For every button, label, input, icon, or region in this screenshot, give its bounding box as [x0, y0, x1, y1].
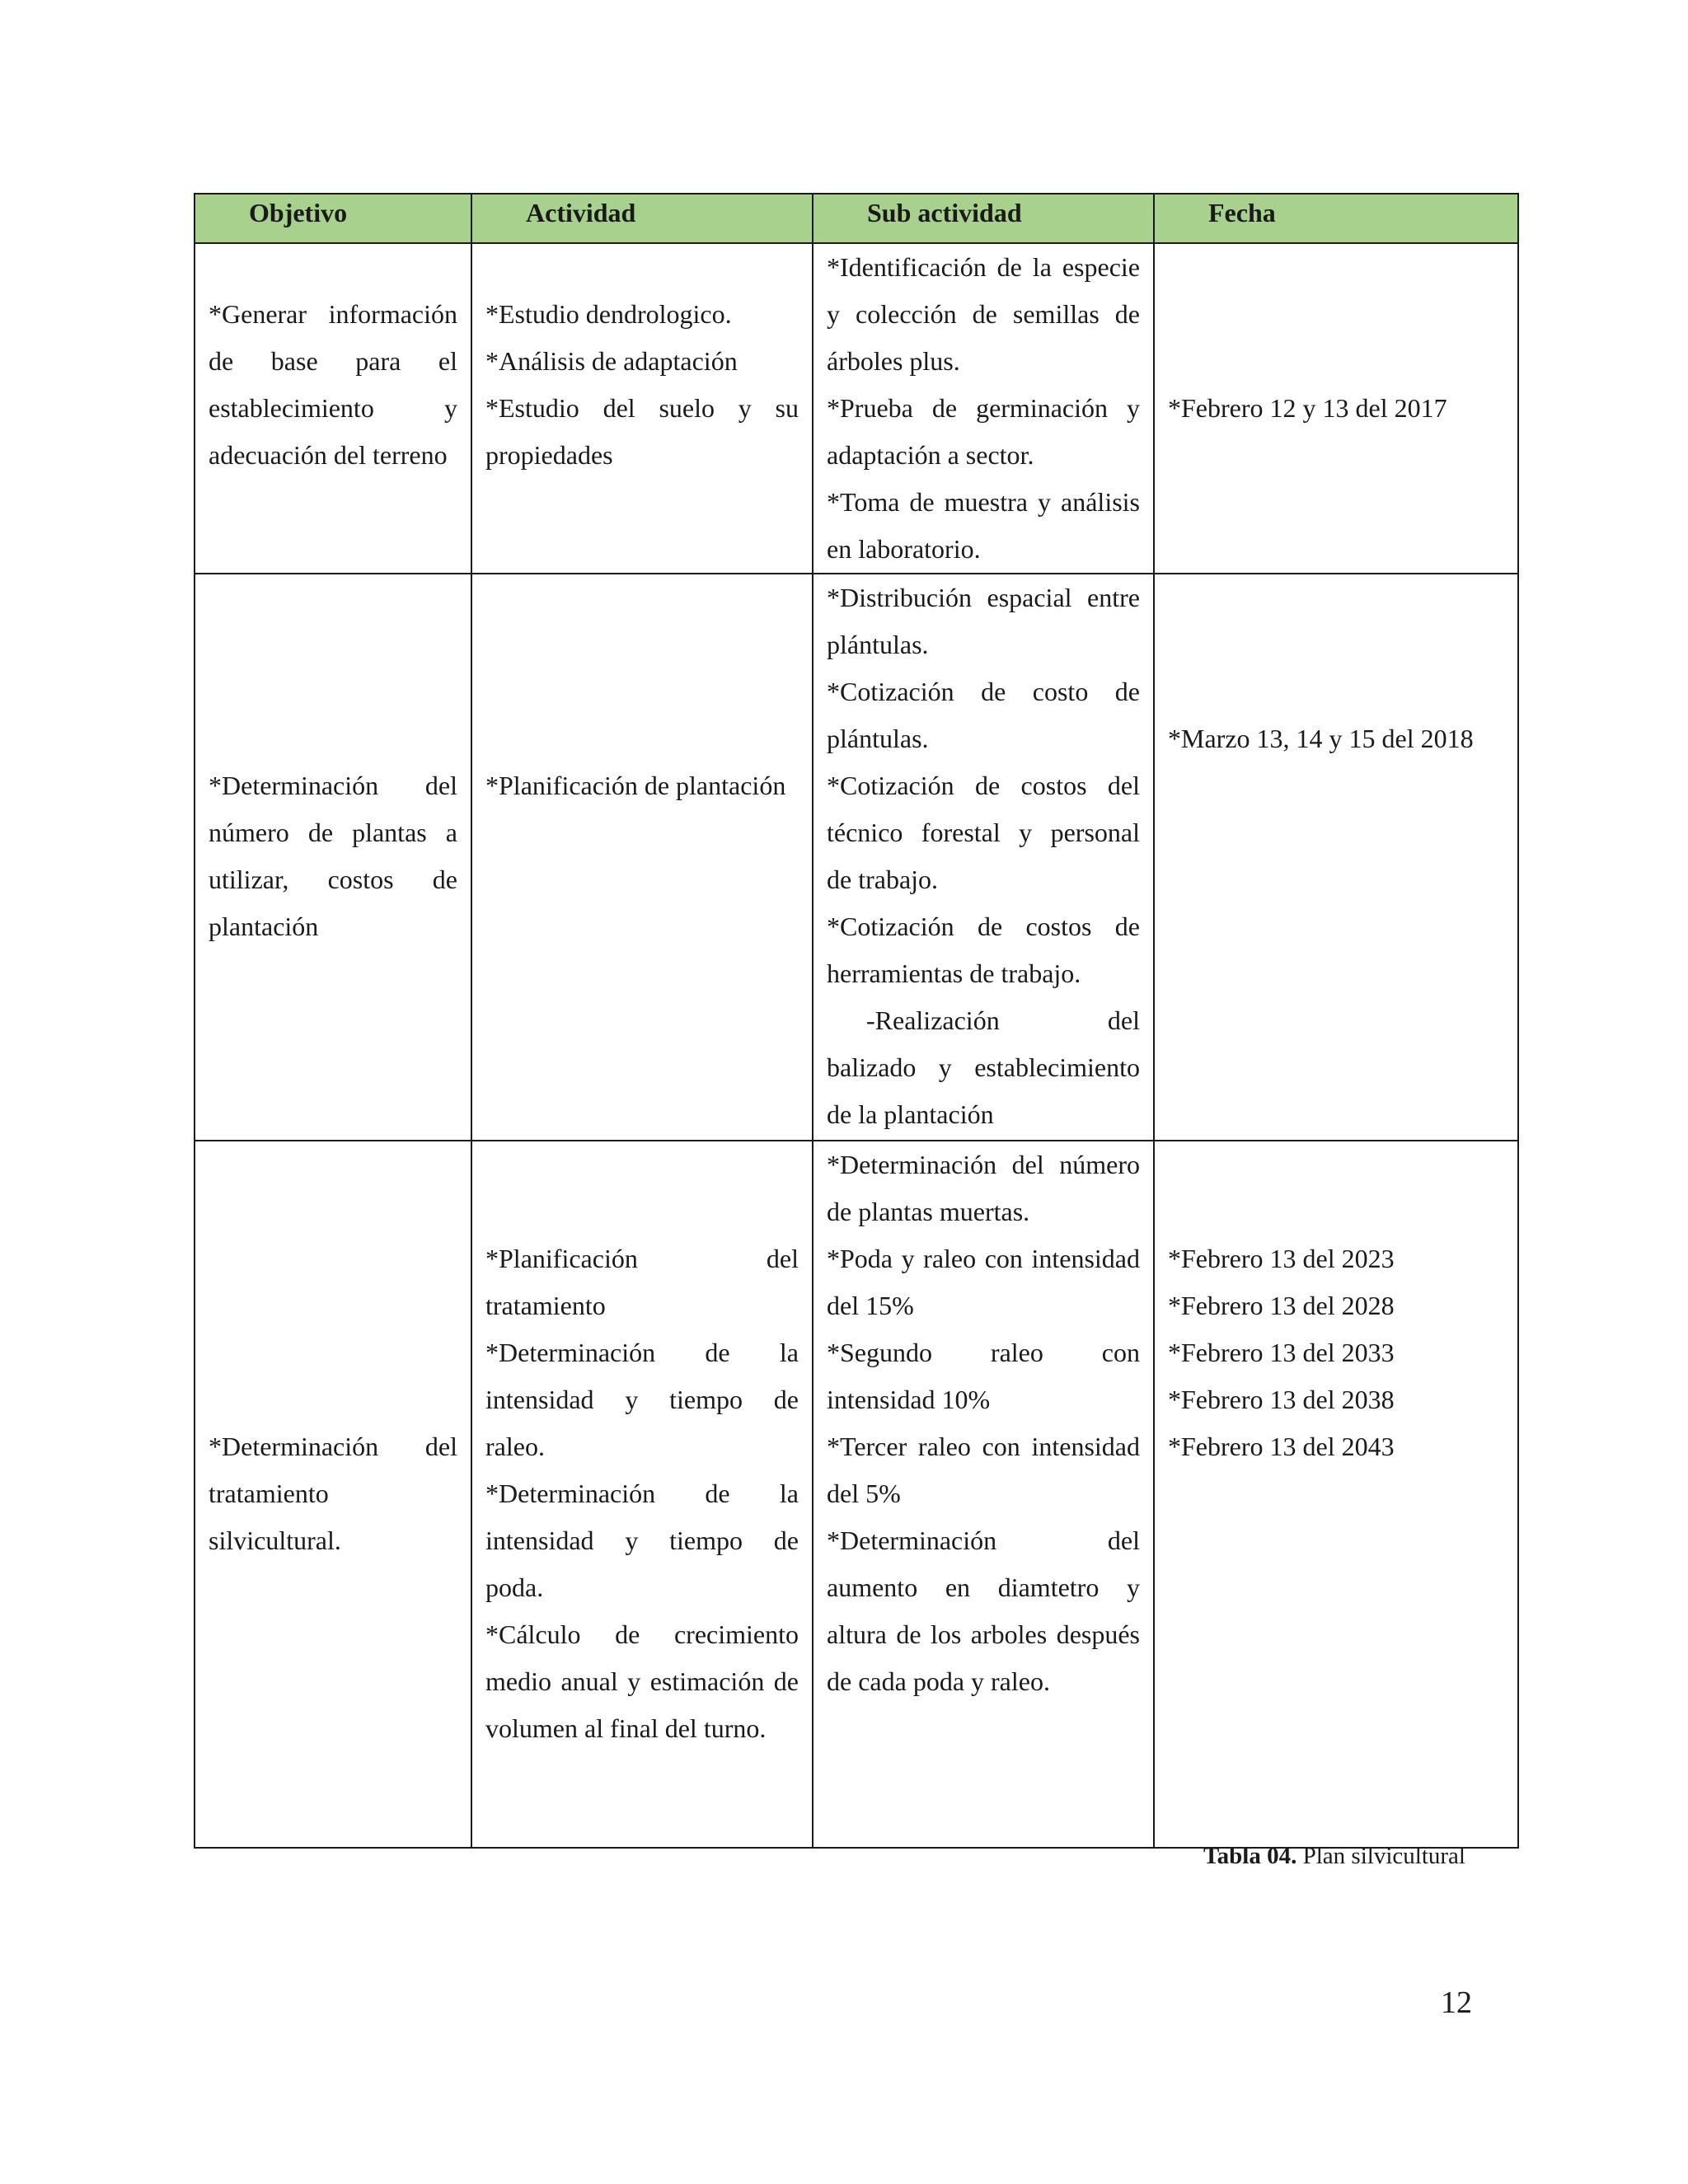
cell-line: adecuación del terreno [209, 440, 448, 470]
cell-line: *Determinación del número [827, 1150, 1140, 1179]
cell-line: *Prueba de germinación y [827, 393, 1140, 423]
cell-line: balizado y establecimiento [827, 1052, 1140, 1082]
cell-line: *Segundo raleo con [827, 1338, 1140, 1367]
cell-line: árboles plus. [827, 346, 960, 376]
cell-line: *Determinación de la [485, 1479, 799, 1508]
cell-line: *Marzo 13, 14 y 15 del 2018 [1168, 724, 1474, 753]
table-header-row [195, 194, 1518, 243]
cell-line: *Análisis de adaptación [485, 346, 738, 376]
cell-line: técnico forestal y personal [827, 818, 1140, 847]
cell-line: *Determinación del [209, 1432, 457, 1461]
cell-line: en laboratorio. [827, 534, 981, 564]
cell-line: volumen al final del turno. [485, 1713, 767, 1743]
cell-line: *Febrero 13 del 2043 [1168, 1432, 1395, 1461]
table-row [195, 574, 1518, 1141]
actividad-cell [471, 574, 813, 1141]
fecha-cell [1154, 574, 1518, 1141]
cell-line: aumento en diamtetro y [827, 1572, 1140, 1602]
cell-line: silvicultural. [209, 1526, 341, 1555]
cell-line: *Cotización de costo de [827, 677, 1140, 706]
cell-line: plántulas. [827, 724, 929, 753]
cell-line: adaptación a sector. [827, 440, 1034, 470]
cell-line: *Determinación del [827, 1526, 1140, 1555]
cell-line: y colección de semillas de [827, 299, 1140, 329]
cell-line: raleo. [485, 1432, 545, 1461]
header-sub-actividad: Sub actividad [813, 194, 1154, 243]
cell-line: *Poda y raleo con intensidad [827, 1244, 1140, 1273]
cell-line: de plantas muertas. [827, 1197, 1030, 1226]
silvicultural-plan-table [194, 193, 1519, 1849]
cell-line: *Estudio del suelo y su [485, 393, 799, 423]
cell-line: *Planificación del [485, 1244, 799, 1273]
cell-line: *Febrero 13 del 2038 [1168, 1385, 1395, 1414]
sub-actividad-cell [813, 574, 1154, 1141]
cell-line: tratamiento [485, 1291, 606, 1320]
cell-line: propiedades [485, 440, 613, 470]
fecha-cell [1154, 243, 1518, 574]
cell-line: intensidad y tiempo de [485, 1385, 799, 1414]
cell-line: *Toma de muestra y análisis [827, 487, 1140, 517]
cell-line: *Distribución espacial entre [827, 583, 1140, 612]
table-caption [1203, 1843, 1465, 1870]
cell-line: intensidad 10% [827, 1385, 991, 1414]
cell-line: *Generar información [209, 299, 457, 329]
cell-line: *Determinación del [209, 771, 457, 800]
cell-line: tratamiento [209, 1479, 329, 1508]
cell-line: plantación [209, 912, 319, 941]
caption-label: Tabla 04. [1203, 1843, 1297, 1869]
cell-line: *Determinación de la [485, 1338, 799, 1367]
cell-line: *Cotización de costos de [827, 912, 1140, 941]
cell-line: utilizar, costos de [209, 865, 457, 894]
cell-line: herramientas de trabajo. [827, 958, 1081, 988]
fecha-cell [1154, 1141, 1518, 1848]
objetivo-cell [195, 243, 471, 574]
cell-line: *Planificación de plantación [485, 771, 786, 800]
cell-line: *Cotización de costos del [827, 771, 1140, 800]
cell-line: del 5% [827, 1479, 901, 1508]
cell-line: de la plantación [827, 1099, 994, 1129]
table-row [195, 1141, 1518, 1848]
header-objetivo: Objetivo [195, 194, 471, 243]
cell-line: establecimiento y [209, 393, 457, 423]
header-actividad: Actividad [471, 194, 813, 243]
cell-line: altura de los arboles después [827, 1619, 1140, 1649]
sub-actividad-cell [813, 243, 1154, 574]
cell-line: plántulas. [827, 630, 929, 659]
cell-line: *Febrero 13 del 2023 [1168, 1244, 1395, 1273]
sub-actividad-cell [813, 1141, 1154, 1848]
header-fecha: Fecha [1154, 194, 1518, 243]
actividad-cell [471, 1141, 813, 1848]
cell-line: de base para el [209, 346, 457, 376]
objetivo-cell [195, 1141, 471, 1848]
cell-line: *Tercer raleo con intensidad [827, 1432, 1140, 1461]
table-row [195, 243, 1518, 574]
cell-line: poda. [485, 1572, 544, 1602]
cell-line: medio anual y estimación de [485, 1666, 799, 1696]
cell-line: de trabajo. [827, 865, 939, 894]
actividad-cell [471, 243, 813, 574]
cell-line: *Identificación de la especie [827, 252, 1140, 282]
caption-text: Plan silvicultural [1296, 1843, 1465, 1869]
cell-line: intensidad y tiempo de [485, 1526, 799, 1555]
cell-line: de cada poda y raleo. [827, 1666, 1050, 1696]
page-number: 12 [1441, 1985, 1472, 2020]
cell-line: *Estudio dendrologico. [485, 299, 732, 329]
objetivo-cell [195, 574, 471, 1141]
cell-line: -Realización del [866, 1005, 1140, 1035]
cell-line: número de plantas a [209, 818, 457, 847]
cell-line: del 15% [827, 1291, 914, 1320]
cell-line: *Cálculo de crecimiento [485, 1619, 799, 1649]
cell-line: *Febrero 13 del 2028 [1168, 1291, 1395, 1320]
cell-line: *Febrero 12 y 13 del 2017 [1168, 393, 1447, 423]
cell-line: *Febrero 13 del 2033 [1168, 1338, 1395, 1367]
